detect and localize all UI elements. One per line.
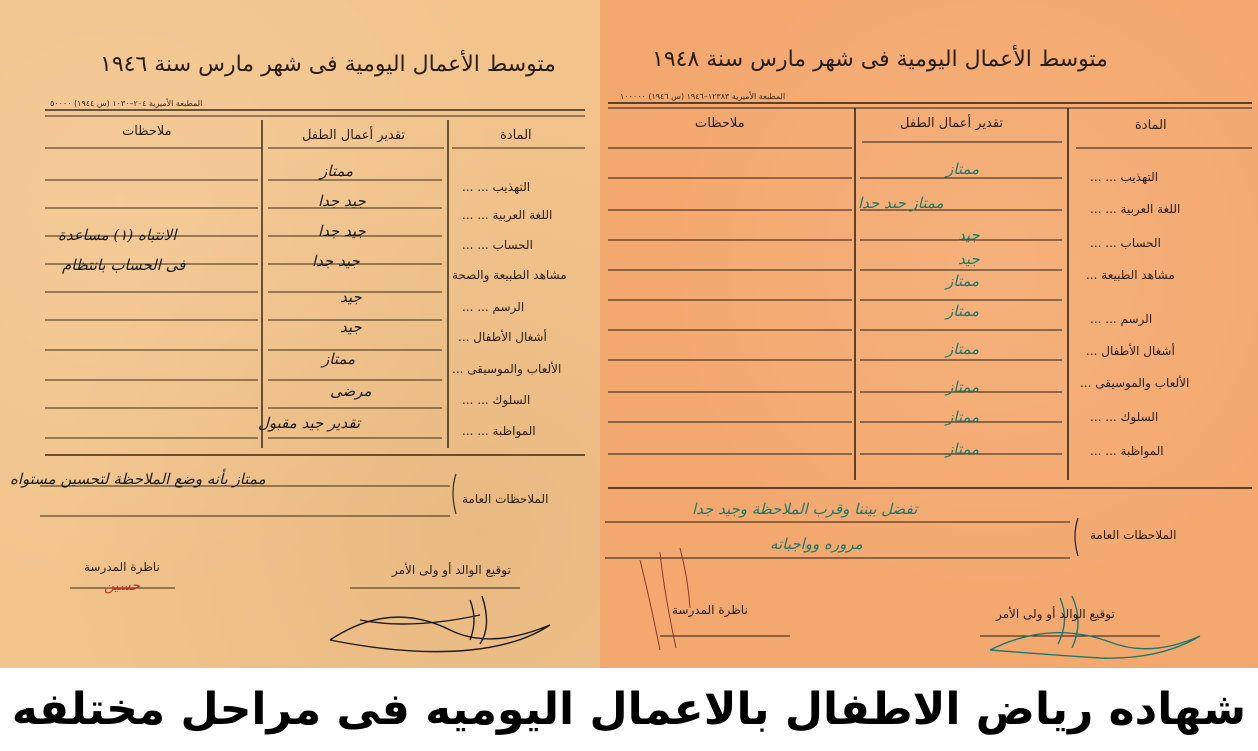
grade-handwritten: ممتاز xyxy=(320,162,354,180)
notes-handwritten: فى الحساب بانتظام xyxy=(62,256,186,274)
principal-signature: حسين xyxy=(104,578,141,594)
subject-label: السلوك ... ... xyxy=(1090,410,1159,424)
principal-label: ناظرة المدرسة xyxy=(84,560,160,574)
header-subject: المادة xyxy=(1135,118,1167,133)
notes-handwritten: الانتباه (١) مساعدة xyxy=(58,226,177,244)
header-notes: ملاحظات xyxy=(695,116,745,131)
subject-label: مشاهد الطبيعة ... xyxy=(1086,268,1175,282)
grade-handwritten: جيد xyxy=(958,226,980,244)
certificate-1948 xyxy=(600,0,1258,668)
grade-handwritten: ممتاز جيد جدا xyxy=(858,194,944,212)
general-notes-handwritten: ممتاز بأنه وضع الملاحظة لتحسين مستواه xyxy=(10,470,266,488)
grade-handwritten: جيد جدا xyxy=(318,192,366,210)
press-imprint: المطبعة الأميرية ٢٠٤–١٠٣٠ (س ١٩٤٤) ٥٠٠٠٠ xyxy=(50,99,203,108)
caption-banner xyxy=(0,668,1258,751)
subject-label: مشاهد الطبيعة والصحة xyxy=(452,268,567,282)
subject-label: التهذيب ... ... xyxy=(462,180,531,194)
grade-handwritten: ممتاز xyxy=(946,272,980,290)
grade-handwritten: جيد xyxy=(340,288,362,306)
grade-handwritten: تقدير جيد مقبول xyxy=(258,414,361,432)
general-notes-label: الملاحظات العامة xyxy=(1090,528,1177,542)
subject-label: الرسم ... ... xyxy=(462,300,525,314)
table-grid xyxy=(600,0,1258,668)
principal-label: ناظرة المدرسة xyxy=(672,603,748,617)
grade-handwritten: ممتاز xyxy=(946,408,980,426)
grade-handwritten: جيد جدا xyxy=(312,252,360,270)
grade-handwritten: جيد xyxy=(340,318,362,336)
press-imprint: المطبعة الأميرية ١٢٣٨٣–١٩٤٦ (س ١٩٤٦) ١٠٠٠٠٠ xyxy=(620,92,786,101)
caption-text: شهاده رياض الاطفال بالاعمال اليوميه فى مراحل مختلفه xyxy=(11,684,1247,735)
certificate-title: متوسط الأعمال اليومية فى شهر مارس سنة ١٩٤٦ xyxy=(100,52,556,77)
subject-label: الألعاب والموسيقى ... xyxy=(1080,376,1190,390)
general-notes-handwritten: مروره وواجباته xyxy=(770,535,863,553)
certificate-1946 xyxy=(0,0,600,668)
general-notes-handwritten: تفضل بيننا وقرب الملاحظة وجيد جدا xyxy=(692,500,918,518)
header-notes: ملاحظات xyxy=(122,124,172,139)
subject-label: السلوك ... ... xyxy=(462,393,531,407)
grade-handwritten: ممتاز xyxy=(946,340,980,358)
grade-handwritten: مرضى xyxy=(330,382,372,400)
guardian-signature-label: توقيع الوالد أو ولى الأمر xyxy=(996,607,1115,621)
grade-handwritten: ممتاز xyxy=(322,350,356,368)
subject-label: أشغال الأطفال ... xyxy=(1086,344,1175,358)
header-assessment: تقدير أعمال الطفل xyxy=(900,116,1004,131)
grade-handwritten: ممتاز xyxy=(946,302,980,320)
subject-label: المواظبة ... ... xyxy=(1090,444,1164,458)
header-assessment: تقدير أعمال الطفل xyxy=(302,128,406,143)
grade-handwritten: ممتاز xyxy=(946,160,980,178)
guardian-signature-label: توقيع الوالد أو ولى الأمر xyxy=(392,563,511,577)
general-notes-label: الملاحظات العامة xyxy=(462,492,549,506)
grade-handwritten: جيد جدا xyxy=(318,222,366,240)
certificate-title: متوسط الأعمال اليومية فى شهر مارس سنة ١٩٤٨ xyxy=(652,47,1108,72)
subject-label: اللغة العربية ... ... xyxy=(462,208,553,222)
grade-handwritten: ممتاز xyxy=(946,440,980,458)
subject-label: الحساب ... ... xyxy=(1090,236,1161,250)
subject-label: التهذيب ... ... xyxy=(1090,170,1159,184)
subject-label: أشغال الأطفال ... xyxy=(458,330,547,344)
subject-label: الحساب ... ... xyxy=(462,238,533,252)
subject-label: الرسم ... ... xyxy=(1090,312,1153,326)
grade-handwritten: جيد xyxy=(958,250,980,268)
grade-handwritten: ممتاز xyxy=(946,378,980,396)
header-subject: المادة xyxy=(500,128,532,143)
subject-label: المواظبة ... ... xyxy=(462,424,536,438)
subject-label: الألعاب والموسيقى ... xyxy=(452,362,562,376)
subject-label: اللغة العربية ... ... xyxy=(1090,202,1181,216)
